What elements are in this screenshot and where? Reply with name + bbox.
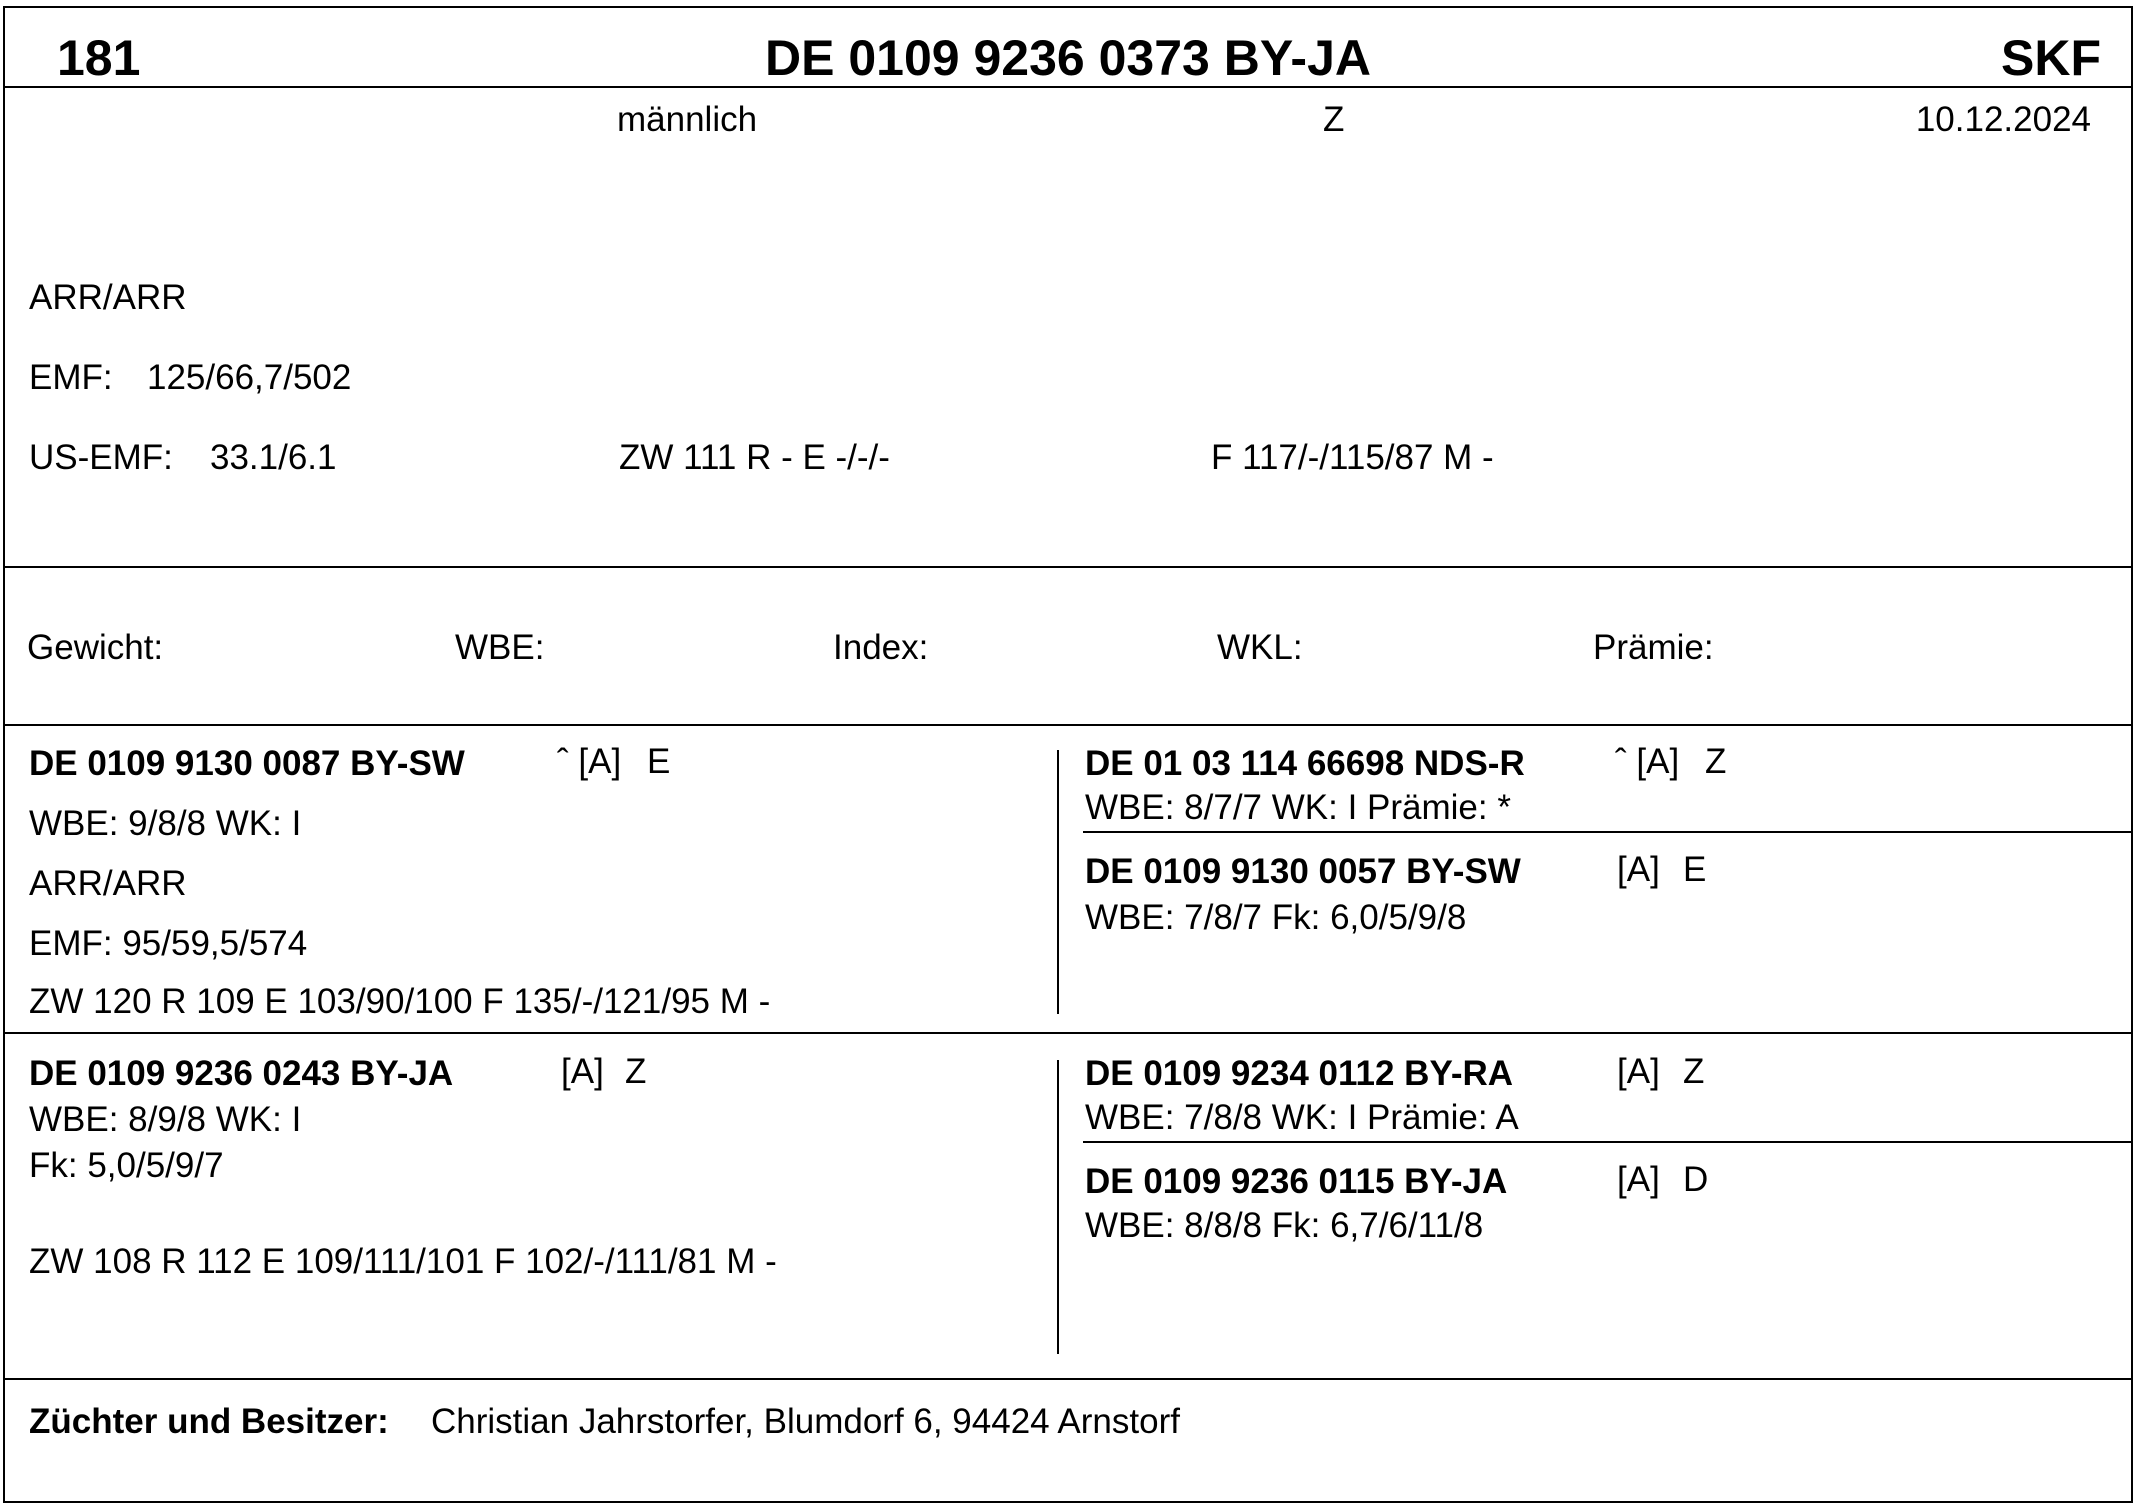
sire-mark: E: [647, 742, 671, 781]
f-value: F 117/-/115/87 M -: [1211, 438, 1494, 477]
dam-sire-id: DE 0109 9234 0112 BY-RA: [1085, 1054, 1514, 1093]
genotype: ARR/ARR: [29, 278, 187, 317]
divider-info: [5, 566, 2131, 568]
sire-genotype: ARR/ARR: [29, 864, 187, 903]
dam-id: DE 0109 9236 0243 BY-JA: [29, 1054, 454, 1093]
sire-sire-wbe: WBE: 8/7/7 WK: I Prämie: *: [1085, 788, 1511, 827]
catalog-card: [3, 6, 2133, 1503]
dam-sire-mark: Z: [1683, 1052, 1705, 1091]
praemie-label: Prämie:: [1593, 628, 1714, 667]
sire-sire-mark: Z: [1705, 742, 1727, 781]
dam-tags: [A]: [561, 1052, 604, 1091]
sire-dam-id: DE 0109 9130 0057 BY-SW: [1085, 852, 1521, 891]
dam-dam-id: DE 0109 9236 0115 BY-JA: [1085, 1162, 1508, 1201]
dam-wbe: WBE: 8/9/8 WK: I: [29, 1100, 302, 1139]
dam-sire-wbe: WBE: 7/8/8 WK: I Prämie: A: [1085, 1098, 1519, 1137]
sire-sire-tags: ˆ [A]: [1615, 742, 1680, 781]
wkl-label: WKL:: [1217, 628, 1303, 667]
zw-value: ZW 111 R - E -/-/-: [619, 438, 890, 477]
sire-emf: EMF: 95/59,5/574: [29, 924, 308, 963]
index-label: Index:: [833, 628, 929, 667]
sire-id: DE 0109 9130 0087 BY-SW: [29, 744, 465, 783]
dam-dam-wbe: WBE: 8/8/8 Fk: 6,7/6/11/8: [1085, 1206, 1484, 1245]
dam-dam-tags: [A]: [1617, 1160, 1660, 1199]
sire-wbe: WBE: 9/8/8 WK: I: [29, 804, 302, 843]
weight-label: Gewicht:: [27, 628, 164, 667]
birth-date: 10.12.2024: [1915, 100, 2091, 139]
dam-mark: Z: [625, 1052, 647, 1091]
wbe-label: WBE:: [455, 628, 545, 667]
breed-code: SKF: [2001, 30, 2101, 86]
mark: Z: [1323, 100, 1345, 139]
divider-sire-ancestors: [1083, 831, 2131, 833]
breeder-label: Züchter und Besitzer:: [29, 1402, 389, 1441]
divider-header: [5, 86, 2131, 88]
divider-dam-ancestors: [1083, 1141, 2131, 1143]
sire-dam-tags: [A]: [1617, 850, 1660, 889]
breeder-value: Christian Jahrstorfer, Blumdorf 6, 94424 Arnstorf: [431, 1402, 1180, 1441]
us-emf-value: 33.1/6.1: [210, 438, 337, 477]
animal-id: DE 0109 9236 0373 BY-JA: [765, 30, 1371, 86]
divider-parents: [5, 1032, 2131, 1034]
dam-dam-mark: D: [1683, 1160, 1709, 1199]
divider-sire-vertical: [1057, 750, 1059, 1014]
dam-sire-tags: [A]: [1617, 1052, 1660, 1091]
divider-breeder: [5, 1378, 2131, 1380]
emf-label: EMF:: [29, 358, 113, 397]
sex: männlich: [617, 100, 758, 139]
sire-dam-mark: E: [1683, 850, 1707, 889]
us-emf-label: US-EMF:: [29, 438, 173, 477]
catalog-number: 181: [57, 30, 141, 86]
sire-sire-id: DE 01 03 114 66698 NDS-R: [1085, 744, 1525, 783]
emf-value: 125/66,7/502: [147, 358, 352, 397]
divider-dam-vertical: [1057, 1060, 1059, 1354]
dam-zw: ZW 108 R 112 E 109/111/101 F 102/-/111/81 M -: [29, 1242, 777, 1281]
sire-tags: ˆ [A]: [557, 742, 622, 781]
divider-stats: [5, 724, 2131, 726]
sire-zw: ZW 120 R 109 E 103/90/100 F 135/-/121/95 M -: [29, 982, 771, 1021]
dam-fk: Fk: 5,0/5/9/7: [29, 1146, 224, 1185]
sire-dam-wbe: WBE: 7/8/7 Fk: 6,0/5/9/8: [1085, 898, 1467, 937]
